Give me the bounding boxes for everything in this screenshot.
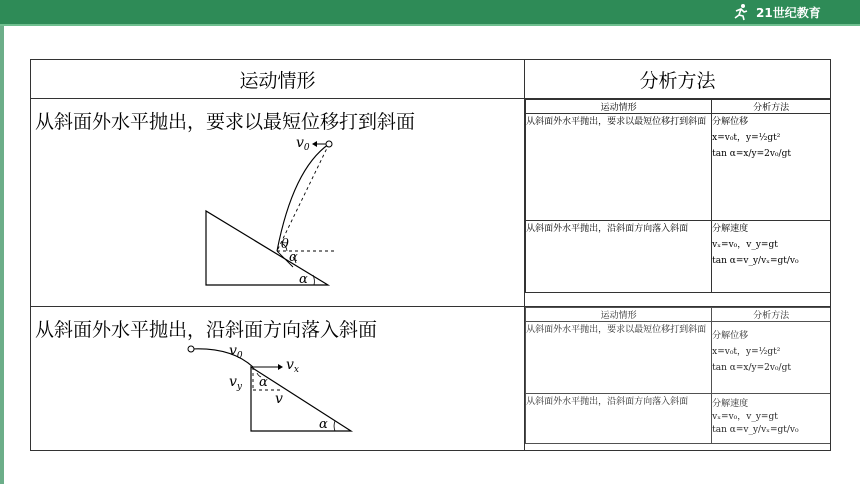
mini2-row1-formula [712,322,831,394]
alpha-label-b: α [319,417,328,432]
mini-table-1 [525,99,831,293]
mini-row2-f1: vₓ=v₀，v_y=gt [712,240,778,250]
header-cell-motion: 运动情形 [31,60,525,99]
mini-row2-f2: tan α=v_y/vₓ=gt/v₀ [712,256,799,266]
v-label: v [275,391,283,407]
mini2-row2-text: 从斜面外水平抛出，沿斜面方向落入斜面 [526,394,712,444]
vx-label: $v_x$ [286,357,299,375]
start-point [326,141,332,147]
row2-motion-cell [31,307,525,451]
top-header-bar [0,0,860,24]
mini2-row2-f2: tan α=v_y/vₓ=gt/v₀ [712,425,799,435]
mini2-row2-f1: vₓ=v₀，v_y=gt [712,412,778,422]
mini-row1-f2: tan α=x/y=2v₀/gt [712,149,791,159]
runner-icon [732,3,750,21]
mini-header-motion: 运动情形 [526,100,712,114]
mini2-row2-formula [712,394,831,444]
row1-motion-cell [31,99,525,307]
mini2-row1-f2: tan α=x/y=2v₀/gt [712,363,791,373]
mini-row1-formula [712,114,831,221]
v0-label: $v_0$ [296,135,310,153]
physics-table [30,59,831,451]
row1-method-cell [525,99,831,307]
mini-row2-text: 从斜面外水平抛出，沿斜面方向落入斜面 [526,221,712,293]
vx-arrowhead [278,364,283,370]
mini-row1-method: 分解位移 [712,117,749,127]
left-accent-bar [0,0,4,484]
mini2-row2-method: 分解速度 [712,399,749,409]
logo-text: 21世纪教育 [756,5,821,20]
trajectory-curve [277,144,329,251]
vy-label: $v_y$ [229,374,243,392]
table-row [31,307,831,451]
top-divider-line [0,24,860,26]
mini-row1-f1: x=v₀t，y=½gt² [712,133,781,143]
v0-arrowhead [312,141,317,147]
mini2-row1-method: 分解位移 [712,331,749,341]
displacement-line [277,144,329,251]
mini-table-2 [525,307,831,444]
row2-method-cell [525,307,831,451]
mini2-row1-f1: x=v₀t，y=½gt² [712,347,781,357]
mini-row1-text: 从斜面外水平抛出，要求以最短位移打到斜面 [526,114,712,221]
mini2-header-method: 分析方法 [712,308,831,322]
row1-description: 从斜面外水平抛出，要求以最短位移打到斜面 [35,111,416,133]
mini-row2-formula [712,221,831,293]
alpha1-label: α [289,250,298,265]
trajectory-curve-2 [191,349,253,367]
alpha-label-a: α [259,375,268,390]
mini2-row1-text: 从斜面外水平抛出，要求以最短位移打到斜面 [526,322,712,394]
mini2-header-motion: 运动情形 [526,308,712,322]
v0-label-2: $v_0$ [229,343,243,361]
start-point-2 [188,346,194,352]
mini-row2-method: 分解速度 [712,224,749,234]
row1-diagram [31,99,526,307]
alpha2-label: α [299,272,308,287]
header-cell-method: 分析方法 [525,60,831,99]
alpha-arc-b [334,421,335,431]
theta-label: θ [281,237,289,252]
table-header-row [31,60,831,99]
mini-header-method: 分析方法 [712,100,831,114]
brand-logo [732,0,852,24]
incline-triangle [206,211,328,285]
table-row [31,99,831,307]
row2-diagram [31,307,526,451]
row2-description: 从斜面外水平抛出，沿斜面方向落入斜面 [35,319,378,341]
